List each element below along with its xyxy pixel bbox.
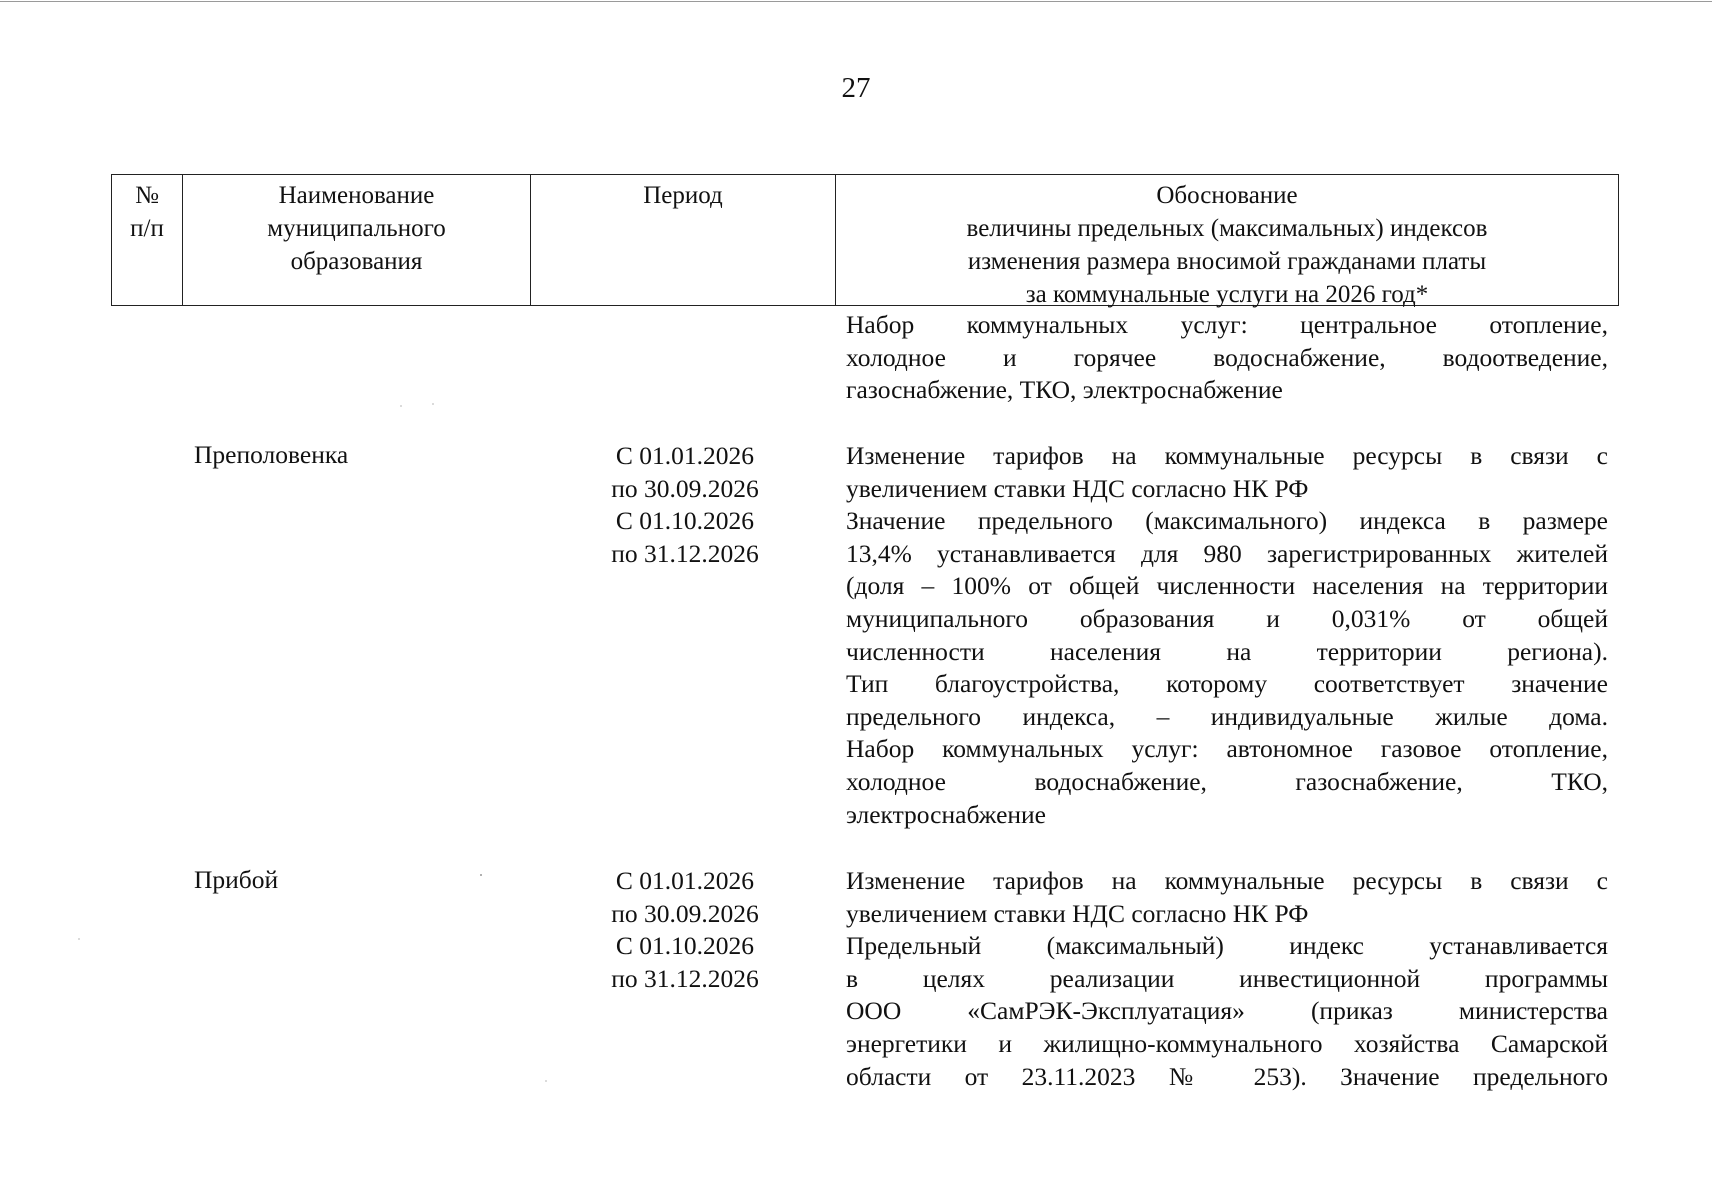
basis-cell bbox=[846, 440, 1608, 831]
period-line: по 30.09.2026 bbox=[611, 473, 759, 503]
basis-line: увеличением ставки НДС согласно НК РФ bbox=[846, 473, 1309, 503]
header-municipality-line: Наименование bbox=[278, 182, 435, 209]
period-line: по 31.12.2026 bbox=[611, 538, 759, 568]
header-period-line: Период bbox=[643, 182, 723, 209]
table-header bbox=[111, 174, 1619, 306]
period-line: С 01.10.2026 bbox=[615, 931, 755, 961]
header-basis bbox=[836, 175, 1618, 308]
basis-line: холодное водоснабжение, газоснабжение, ТКО, bbox=[846, 766, 1608, 796]
period-line: С 01.10.2026 bbox=[615, 506, 755, 536]
header-number-line: п/п bbox=[130, 215, 164, 242]
basis-line: Предельный (максимальный) индекс устанавливается bbox=[846, 931, 1608, 961]
basis-line: газоснабжение, ТКО, электроснабжение bbox=[846, 375, 1283, 405]
header-municipality-line: муниципального bbox=[267, 215, 446, 242]
basis-line: энергетики и жилищно-коммунального хозяйства Самарской bbox=[846, 1028, 1608, 1058]
basis-line: Тип благоустройства, которому соответствует значение bbox=[846, 669, 1608, 699]
header-municipality-line: образования bbox=[290, 248, 423, 275]
basis-line: Значение предельного (максимального) индекса в размере bbox=[846, 506, 1608, 536]
scan-speck bbox=[78, 938, 80, 940]
scan-speck bbox=[545, 1080, 547, 1082]
basis-line: увеличением ставки НДС согласно НК РФ bbox=[846, 898, 1309, 928]
basis-line: численности населения на территории региона). bbox=[846, 636, 1608, 666]
period-cell bbox=[560, 440, 810, 570]
basis-line: Набор коммунальных услуг: центральное отопление, bbox=[846, 310, 1608, 339]
page-number: 27 bbox=[841, 72, 871, 104]
basis-line: электроснабжение bbox=[846, 799, 1047, 829]
header-basis-line: за коммунальные услуги на 2026 год* bbox=[1025, 281, 1429, 308]
header-municipality bbox=[183, 175, 531, 305]
basis-cell bbox=[846, 865, 1608, 1093]
header-basis-line: величины предельных (максимальных) индексов bbox=[966, 215, 1488, 242]
basis-line: предельного индекса, – индивидуальные жилые дома. bbox=[846, 701, 1608, 731]
continuation-basis bbox=[846, 309, 1608, 407]
basis-line: Изменение тарифов на коммунальные ресурсы в связи с bbox=[846, 866, 1608, 895]
basis-line: муниципального образования и 0,031% от общей bbox=[846, 603, 1608, 633]
municipality-name: Прибой bbox=[194, 865, 279, 894]
municipality-name: Преполовенка bbox=[194, 440, 349, 469]
basis-line: Набор коммунальных услуг: автономное газовое отопление, bbox=[846, 734, 1608, 764]
basis-line: 13,4% устанавливается для 980 зарегистрированных жителей bbox=[846, 538, 1608, 568]
header-period bbox=[531, 175, 836, 305]
period-cell bbox=[560, 865, 810, 995]
period-line: по 30.09.2026 bbox=[611, 898, 759, 928]
header-number-line: № bbox=[135, 182, 159, 209]
scan-speck bbox=[400, 405, 402, 407]
period-line: по 31.12.2026 bbox=[611, 963, 759, 993]
basis-line: холодное и горячее водоснабжение, водоотведение, bbox=[846, 342, 1608, 372]
basis-line: Изменение тарифов на коммунальные ресурсы в связи с bbox=[846, 441, 1608, 470]
basis-line: (доля – 100% от общей численности населения на территории bbox=[846, 571, 1608, 601]
basis-line: области от 23.11.2023 № 253). Значение предельного bbox=[846, 1061, 1608, 1091]
scan-speck bbox=[432, 403, 434, 405]
header-number bbox=[112, 175, 183, 305]
header-basis-line: Обоснование bbox=[1156, 182, 1298, 209]
period-line: С 01.01.2026 bbox=[615, 866, 755, 895]
scan-speck bbox=[480, 874, 482, 876]
basis-line: ООО «СамРЭК-Эксплуатация» (приказ министерства bbox=[846, 996, 1608, 1026]
period-line: С 01.01.2026 bbox=[615, 441, 755, 470]
header-basis-line: изменения размера вносимой гражданами платы bbox=[967, 248, 1487, 275]
basis-line: в целях реализации инвестиционной программы bbox=[846, 963, 1608, 993]
top-rule bbox=[0, 1, 1712, 2]
